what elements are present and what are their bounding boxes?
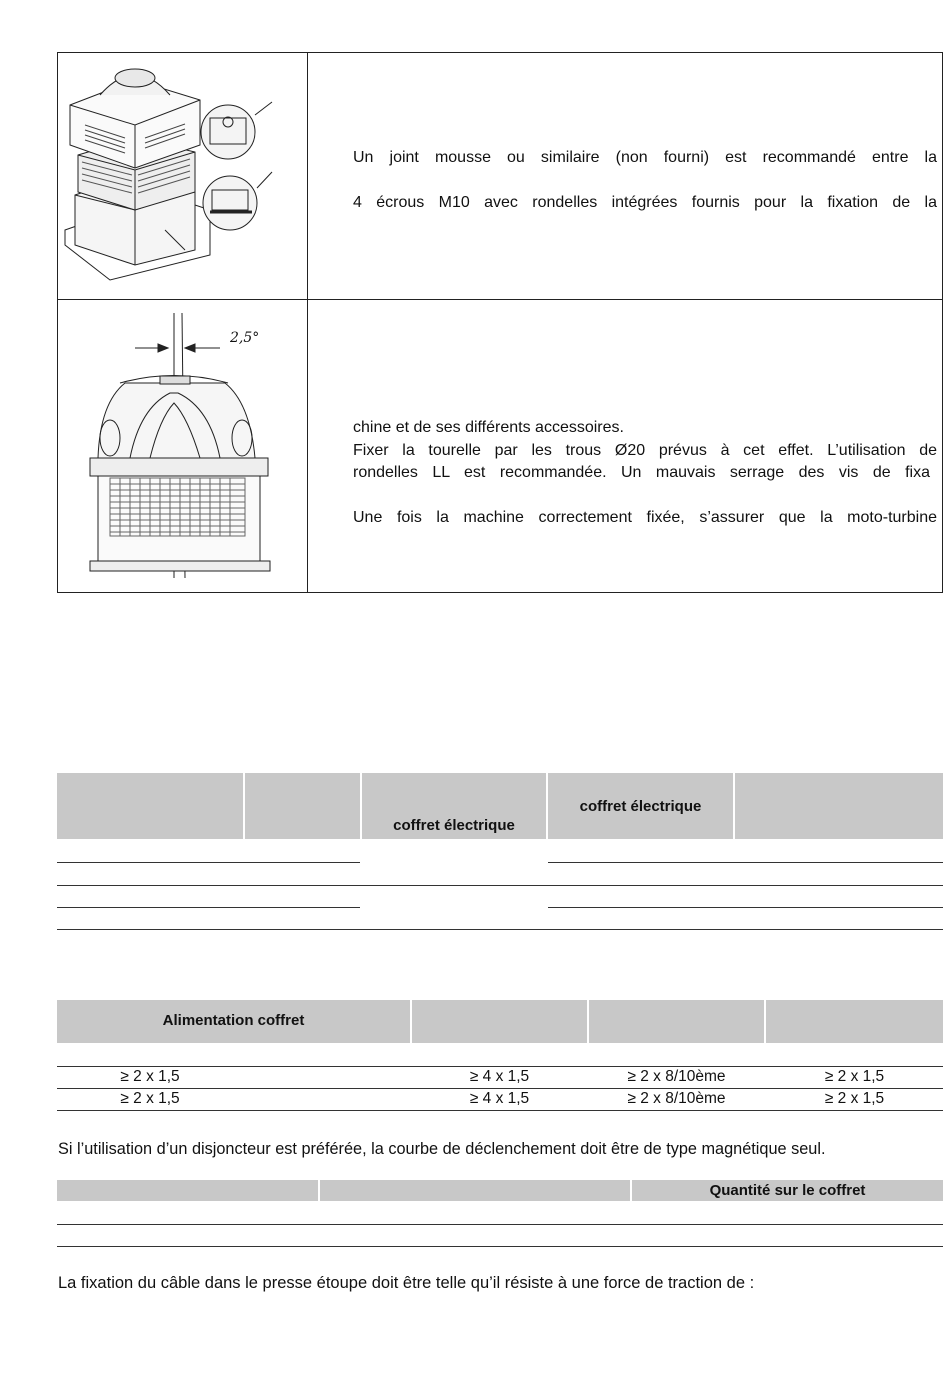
table3-rule — [57, 1224, 943, 1225]
table1-header-electrical-box-1: coffret électrique — [393, 817, 515, 834]
table2-header-cell-4 — [766, 1000, 943, 1043]
table3-header-cell-2 — [320, 1180, 630, 1201]
installation-row-divider — [57, 299, 943, 300]
table2-header-power-supply: Alimentation coffret — [162, 1012, 305, 1029]
table2-row1-cell2: ≥ 4 x 1,5 — [469, 1068, 530, 1085]
table2-rule — [57, 1088, 943, 1089]
fan-with-foam-joint-and-nuts-figure — [60, 60, 305, 295]
installation-column-divider — [307, 52, 308, 593]
table2-row2-cell4: ≥ 2 x 1,5 — [824, 1090, 885, 1107]
table1-rule — [57, 907, 360, 908]
table1-header-cell-1 — [57, 773, 243, 839]
tilt-angle-label: 2,5° — [230, 330, 260, 346]
table1-rule — [57, 929, 943, 930]
fix-turret-text: Fixer la tourelle par les trous Ø20 prévus à cet effet. L’utilisation de — [353, 442, 937, 459]
table2-row2-cell1: ≥ 2 x 1,5 — [120, 1090, 180, 1107]
motor-turbine-text: Une fois la machine correctement fixée, s’assurer que la moto-turbine — [353, 509, 937, 526]
table1-rule — [548, 907, 943, 908]
table2-row1-cell1: ≥ 2 x 1,5 — [120, 1068, 180, 1085]
table3-header-quantity: Quantité sur le coffret — [709, 1182, 866, 1199]
cable-note: La fixation du câble dans le presse étoupe doit être telle qu’il résiste à une force de traction de : — [58, 1274, 755, 1292]
table1-header-cell-2 — [245, 773, 360, 839]
table2-header-cell-2 — [412, 1000, 587, 1043]
table2-rule — [57, 1110, 943, 1111]
m10-nuts-text: 4 écrous M10 avec rondelles intégrées fournis pour la fixation de la — [353, 194, 937, 211]
table2-row2-cell3: ≥ 2 x 8/10ème — [627, 1090, 726, 1107]
breaker-note: Si l’utilisation d’un disjoncteur est préférée, la courbe de déclenchement doit être de type magnétique seul. — [58, 1140, 826, 1158]
table1-rule — [57, 862, 360, 863]
table2-rule — [57, 1066, 943, 1067]
table2-header-cell-3 — [589, 1000, 764, 1043]
table1-rule — [548, 862, 943, 863]
turret-fan-tilt-figure — [70, 308, 300, 583]
table3-header-cell-1 — [57, 1180, 318, 1201]
table1-header-electrical-box-2: coffret électrique — [579, 798, 702, 815]
table1-rule — [57, 885, 943, 886]
foam-joint-text: Un joint mousse ou similaire (non fourni) est recommandé entre la — [353, 149, 937, 166]
table2-row1-cell4: ≥ 2 x 1,5 — [824, 1068, 885, 1085]
table3-rule — [57, 1246, 943, 1247]
table1-header-cell-5 — [735, 773, 943, 839]
washers-text: rondelles LL est recommandée. Un mauvais serrage des vis de fixa — [353, 464, 930, 481]
machine-accessories-text: chine et de ses différents accessoires. — [353, 419, 624, 436]
table2-row1-cell3: ≥ 2 x 8/10ème — [627, 1068, 726, 1085]
table2-row2-cell2: ≥ 4 x 1,5 — [469, 1090, 530, 1107]
